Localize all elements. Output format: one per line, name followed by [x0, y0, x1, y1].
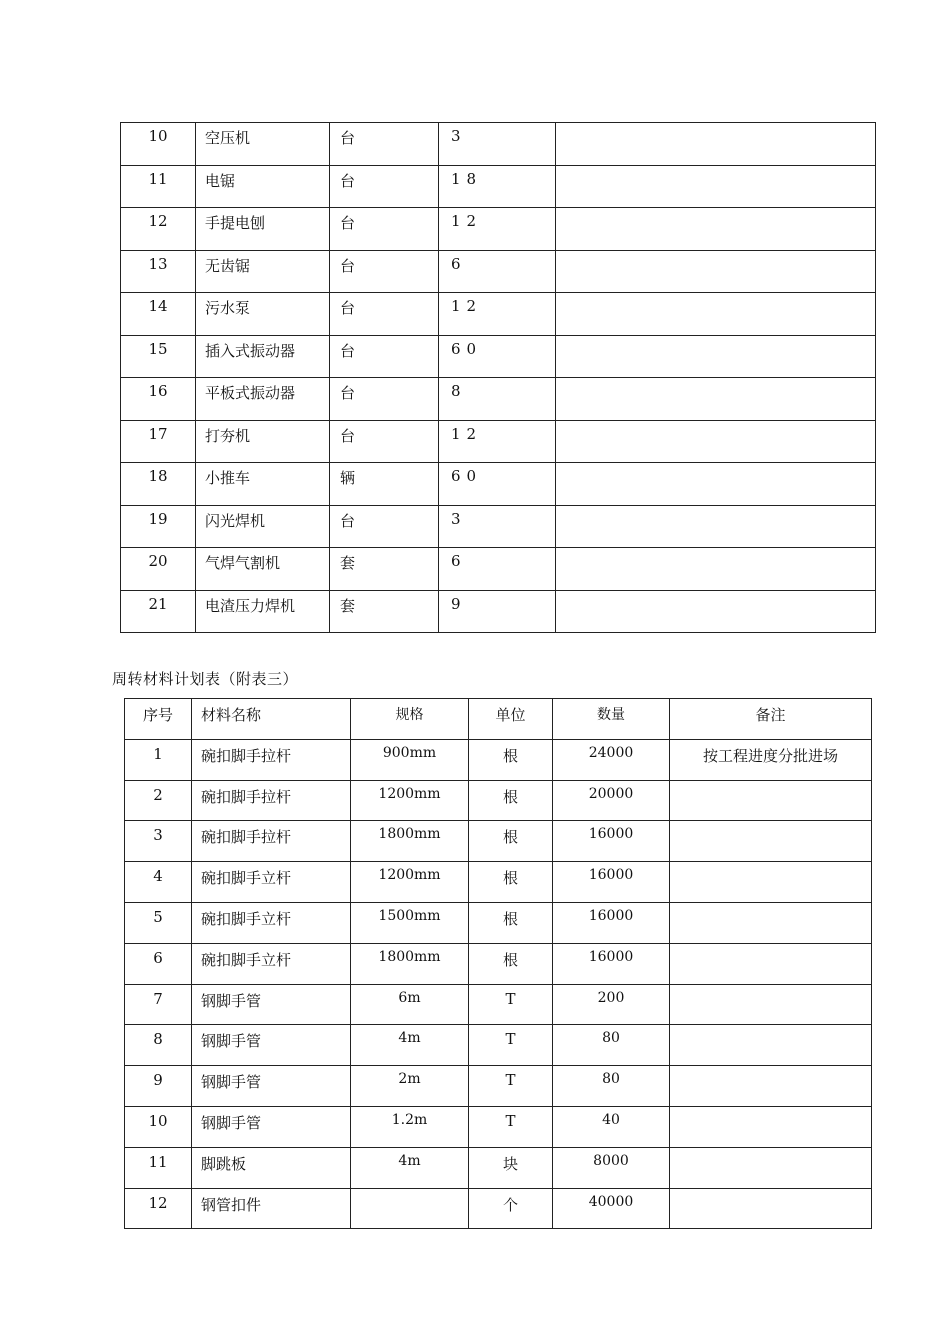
cell-note — [556, 548, 876, 591]
cell-unit: T — [469, 1025, 553, 1066]
table-row — [125, 739, 872, 780]
cell-name: 钢脚手管 — [192, 1106, 351, 1147]
table-row — [125, 1147, 872, 1188]
cell-name: 空压机 — [196, 123, 330, 166]
cell-note — [556, 250, 876, 293]
cell-unit: 根 — [469, 902, 553, 943]
cell-spec: 1.2m — [351, 1106, 469, 1147]
cell-note — [556, 505, 876, 548]
cell-qty: 3 — [439, 123, 556, 166]
materials-table-body — [125, 739, 872, 1229]
cell-qty: 6 — [439, 250, 556, 293]
cell-name: 碗扣脚手拉杆 — [192, 780, 351, 821]
cell-idx: 6 — [125, 943, 192, 984]
cell-name: 无齿锯 — [196, 250, 330, 293]
cell-spec — [351, 1188, 469, 1229]
cell-qty: 12 — [439, 293, 556, 336]
cell-name: 碗扣脚手立杆 — [192, 902, 351, 943]
table-row — [121, 420, 876, 463]
cell-spec: 1500mm — [351, 902, 469, 943]
materials-table — [124, 698, 872, 1229]
cell-unit: 根 — [469, 862, 553, 903]
table-row — [125, 943, 872, 984]
cell-qty: 40000 — [553, 1188, 670, 1229]
cell-idx: 3 — [125, 821, 192, 862]
cell-note — [670, 1106, 872, 1147]
cell-qty: 9 — [439, 590, 556, 633]
table-row — [125, 821, 872, 862]
cell-qty: 200 — [553, 984, 670, 1025]
cell-unit: 块 — [469, 1147, 553, 1188]
cell-unit: 台 — [330, 208, 439, 251]
table-row — [121, 463, 876, 506]
cell-note — [556, 590, 876, 633]
table-row — [125, 984, 872, 1025]
cell-note — [670, 821, 872, 862]
table-row — [125, 1025, 872, 1066]
cell-spec: 1200mm — [351, 862, 469, 903]
cell-qty: 6 — [439, 548, 556, 591]
cell-note — [670, 943, 872, 984]
cell-name: 打夯机 — [196, 420, 330, 463]
cell-name: 气焊气割机 — [196, 548, 330, 591]
table-row — [121, 590, 876, 633]
cell-unit: 台 — [330, 378, 439, 421]
cell-name: 钢脚手管 — [192, 1066, 351, 1107]
cell-spec: 1200mm — [351, 780, 469, 821]
cell-name: 钢脚手管 — [192, 1025, 351, 1066]
cell-qty: 16000 — [553, 821, 670, 862]
cell-idx: 14 — [121, 293, 196, 336]
header-idx: 序号 — [125, 699, 192, 740]
materials-table-title: 周转材料计划表（附表三） — [112, 670, 299, 688]
equipment-table-body — [121, 123, 876, 633]
table-row — [121, 208, 876, 251]
cell-note — [670, 1188, 872, 1229]
cell-name: 碗扣脚手拉杆 — [192, 739, 351, 780]
cell-qty: 12 — [439, 420, 556, 463]
cell-note: 按工程进度分批进场 — [670, 739, 872, 780]
cell-qty: 60 — [439, 463, 556, 506]
cell-name: 碗扣脚手立杆 — [192, 943, 351, 984]
cell-note — [556, 378, 876, 421]
cell-idx: 12 — [121, 208, 196, 251]
cell-note — [556, 165, 876, 208]
table-row — [121, 250, 876, 293]
cell-unit: 根 — [469, 739, 553, 780]
cell-qty: 16000 — [553, 862, 670, 903]
cell-name: 脚跳板 — [192, 1147, 351, 1188]
cell-unit: 台 — [330, 505, 439, 548]
table-row — [121, 335, 876, 378]
cell-unit: T — [469, 1066, 553, 1107]
cell-qty: 8 — [439, 378, 556, 421]
header-note: 备注 — [670, 699, 872, 740]
cell-idx: 9 — [125, 1066, 192, 1107]
cell-idx: 10 — [121, 123, 196, 166]
table-row — [121, 123, 876, 166]
cell-name: 钢脚手管 — [192, 984, 351, 1025]
cell-name: 插入式振动器 — [196, 335, 330, 378]
cell-note — [670, 902, 872, 943]
cell-idx: 18 — [121, 463, 196, 506]
cell-unit: 根 — [469, 821, 553, 862]
cell-idx: 13 — [121, 250, 196, 293]
table-row — [125, 862, 872, 903]
cell-qty: 20000 — [553, 780, 670, 821]
materials-header-row — [125, 699, 872, 740]
cell-note — [556, 335, 876, 378]
cell-unit: 套 — [330, 590, 439, 633]
table-row — [125, 902, 872, 943]
cell-note — [556, 208, 876, 251]
cell-idx: 5 — [125, 902, 192, 943]
cell-idx: 16 — [121, 378, 196, 421]
cell-note — [556, 463, 876, 506]
header-unit: 单位 — [469, 699, 553, 740]
cell-name: 手提电刨 — [196, 208, 330, 251]
cell-name: 电锯 — [196, 165, 330, 208]
cell-spec: 1800mm — [351, 821, 469, 862]
header-name: 材料名称 — [192, 699, 351, 740]
cell-qty: 18 — [439, 165, 556, 208]
cell-name: 碗扣脚手拉杆 — [192, 821, 351, 862]
table-row — [125, 780, 872, 821]
cell-qty: 60 — [439, 335, 556, 378]
cell-unit: 个 — [469, 1188, 553, 1229]
cell-qty: 3 — [439, 505, 556, 548]
cell-idx: 15 — [121, 335, 196, 378]
header-qty: 数量 — [553, 699, 670, 740]
cell-note — [670, 1025, 872, 1066]
cell-qty: 80 — [553, 1025, 670, 1066]
table-row — [121, 293, 876, 336]
table-row — [121, 378, 876, 421]
cell-unit: 台 — [330, 165, 439, 208]
cell-qty: 24000 — [553, 739, 670, 780]
cell-name: 闪光焊机 — [196, 505, 330, 548]
cell-note — [670, 780, 872, 821]
cell-unit: T — [469, 1106, 553, 1147]
cell-spec: 4m — [351, 1147, 469, 1188]
cell-name: 平板式振动器 — [196, 378, 330, 421]
cell-qty: 16000 — [553, 902, 670, 943]
cell-idx: 4 — [125, 862, 192, 903]
cell-unit: 台 — [330, 123, 439, 166]
cell-idx: 19 — [121, 505, 196, 548]
cell-idx: 1 — [125, 739, 192, 780]
cell-idx: 11 — [121, 165, 196, 208]
cell-unit: 根 — [469, 780, 553, 821]
cell-spec: 4m — [351, 1025, 469, 1066]
equipment-table — [120, 122, 876, 633]
cell-idx: 11 — [125, 1147, 192, 1188]
cell-name: 污水泵 — [196, 293, 330, 336]
cell-name: 碗扣脚手立杆 — [192, 862, 351, 903]
cell-note — [556, 123, 876, 166]
cell-idx: 17 — [121, 420, 196, 463]
cell-idx: 7 — [125, 984, 192, 1025]
cell-qty: 12 — [439, 208, 556, 251]
cell-unit: T — [469, 984, 553, 1025]
header-spec: 规格 — [351, 699, 469, 740]
table-row — [125, 1106, 872, 1147]
cell-name: 钢管扣件 — [192, 1188, 351, 1229]
cell-spec: 900mm — [351, 739, 469, 780]
cell-idx: 8 — [125, 1025, 192, 1066]
cell-idx: 21 — [121, 590, 196, 633]
table-row — [121, 165, 876, 208]
table-row — [125, 1066, 872, 1107]
table-row — [125, 1188, 872, 1229]
cell-spec: 2m — [351, 1066, 469, 1107]
cell-note — [670, 1147, 872, 1188]
cell-spec: 1800mm — [351, 943, 469, 984]
cell-idx: 2 — [125, 780, 192, 821]
table-row — [121, 548, 876, 591]
cell-name: 电渣压力焊机 — [196, 590, 330, 633]
cell-spec: 6m — [351, 984, 469, 1025]
cell-idx: 20 — [121, 548, 196, 591]
cell-qty: 80 — [553, 1066, 670, 1107]
cell-unit: 台 — [330, 420, 439, 463]
cell-note — [556, 420, 876, 463]
cell-note — [670, 984, 872, 1025]
table-row — [121, 505, 876, 548]
cell-unit: 台 — [330, 335, 439, 378]
cell-unit: 辆 — [330, 463, 439, 506]
cell-note — [670, 862, 872, 903]
cell-unit: 根 — [469, 943, 553, 984]
cell-idx: 10 — [125, 1106, 192, 1147]
cell-unit: 套 — [330, 548, 439, 591]
cell-qty: 40 — [553, 1106, 670, 1147]
cell-qty: 16000 — [553, 943, 670, 984]
cell-qty: 8000 — [553, 1147, 670, 1188]
cell-note — [670, 1066, 872, 1107]
cell-idx: 12 — [125, 1188, 192, 1229]
cell-unit: 台 — [330, 293, 439, 336]
cell-unit: 台 — [330, 250, 439, 293]
cell-name: 小推车 — [196, 463, 330, 506]
cell-note — [556, 293, 876, 336]
